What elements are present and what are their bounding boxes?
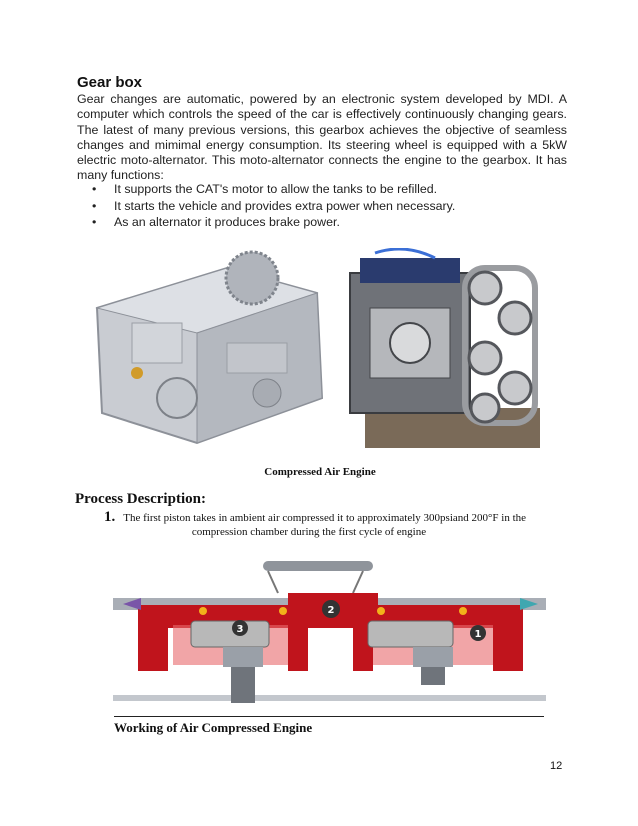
- bullet-icon: •: [92, 198, 97, 213]
- gearbox-paragraph: Gear changes are automatic, powered by an electronic system developed by MDI. A computer which controls the speed of the car is effectively continuously changing gears. The latest of many previous versions, this gearbox achieves the objective of seamless changes and mimimal energy consumption. Its steering wheel is equipped with a 5kW electric moto-alternator. This moto-alternator connects the engine to the gearbox. It has many functions:: [77, 92, 567, 183]
- process-heading: Process Description:: [75, 491, 206, 507]
- figure-caption: Compressed Air Engine: [264, 466, 376, 478]
- gearbox-heading: Gear box: [77, 74, 143, 91]
- bullet-icon: •: [92, 215, 97, 229]
- list-item: • It supports the CAT's motor to allow the tanks to be refilled.: [92, 182, 438, 196]
- step-text-line2: compression chamber during the first cycle of engine: [191, 526, 427, 538]
- page-number: 12: [550, 760, 563, 772]
- bullet-icon: •: [92, 182, 97, 196]
- engine-image: [335, 248, 550, 453]
- diagram-caption: Working of Air Compressed Engine: [114, 716, 544, 736]
- list-item: • It starts the vehicle and provides extra power when necessary.: [92, 198, 456, 213]
- list-item: • As an alternator it produces brake power.: [92, 215, 340, 229]
- piston-label: 1: [474, 629, 482, 640]
- gearbox-bullet-list: [92, 181, 552, 231]
- step-text-line1: The first piston takes in ambient air compressed it to approximately 300psiand 200°F in the: [123, 512, 527, 524]
- step-number: 1.: [104, 509, 116, 525]
- piston-label: 3: [236, 624, 244, 635]
- engine-diagram: [113, 553, 546, 708]
- gearbox-image: [77, 248, 335, 453]
- piston-label: 2: [327, 605, 335, 616]
- process-step: [104, 510, 554, 539]
